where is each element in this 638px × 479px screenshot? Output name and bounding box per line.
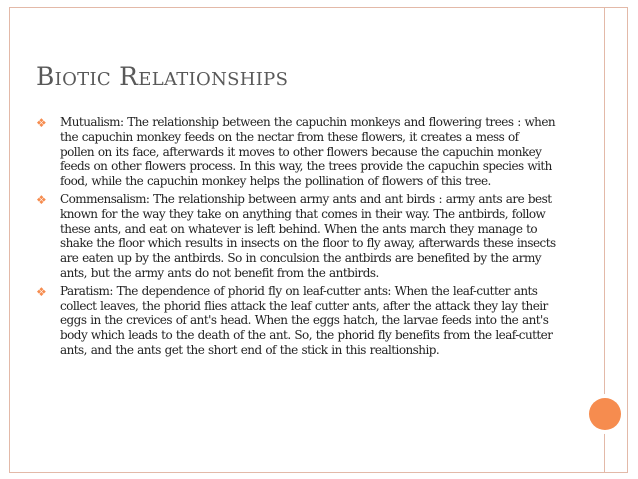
bullet-list xyxy=(36,115,556,361)
bullet-commensalism xyxy=(36,192,556,281)
bullet-mutualism xyxy=(36,115,556,189)
ornament-bullet-icon: ❖ xyxy=(36,284,47,299)
ornament-bullet-icon: ❖ xyxy=(36,192,47,207)
ornament-bullet-icon: ❖ xyxy=(36,116,47,130)
bullet-text-commensalism: Commensalism: The relationship between army ants and ant birds : army ants are best known for the way they take on anything that comes in their way. The antbirds, follow these ants, and eat on whatever is left behind. When the ants march they manage to shake the floor which results in insects on the floor to fly away, afterwards these insects are eaten up by the antbirds. So in conculsion the antbirds are benefited by the army ants, but the army ants do not benefit from the antbirds. xyxy=(60,191,556,280)
bullet-parasitism xyxy=(36,284,556,358)
bullet-text-parasitism: Paratism: The dependence of phorid fly on leaf-cutter ants: When the leaf-cutter ants collect leaves, the phorid flies attack the leaf cutter ants, after the attack they lay their eggs in the crevices of ant's head. When the eggs hatch, the larvae feeds into the ant's body which leads to the death of the ant. So, the phorid fly benefits from the leaf-cutter ants, and the ants get the short end of the stick in this realtionship. xyxy=(60,283,553,357)
decorative-orange-circle xyxy=(589,398,621,430)
bullet-text-mutualism: Mutualism: The relationship between the capuchin monkeys and flowering trees : when the capuchin monkey feeds on the nectar from these flowers, it creates a mess of pollen on its face, afterwards it moves to other flowers because the capuchin monkey feeds on other flowers process. In this way, the trees provide the capuchin species with food, while the capuchin monkey helps the pollination of flowers of this tree. xyxy=(60,115,556,189)
slide-title: Biotic Relationships xyxy=(36,62,289,91)
